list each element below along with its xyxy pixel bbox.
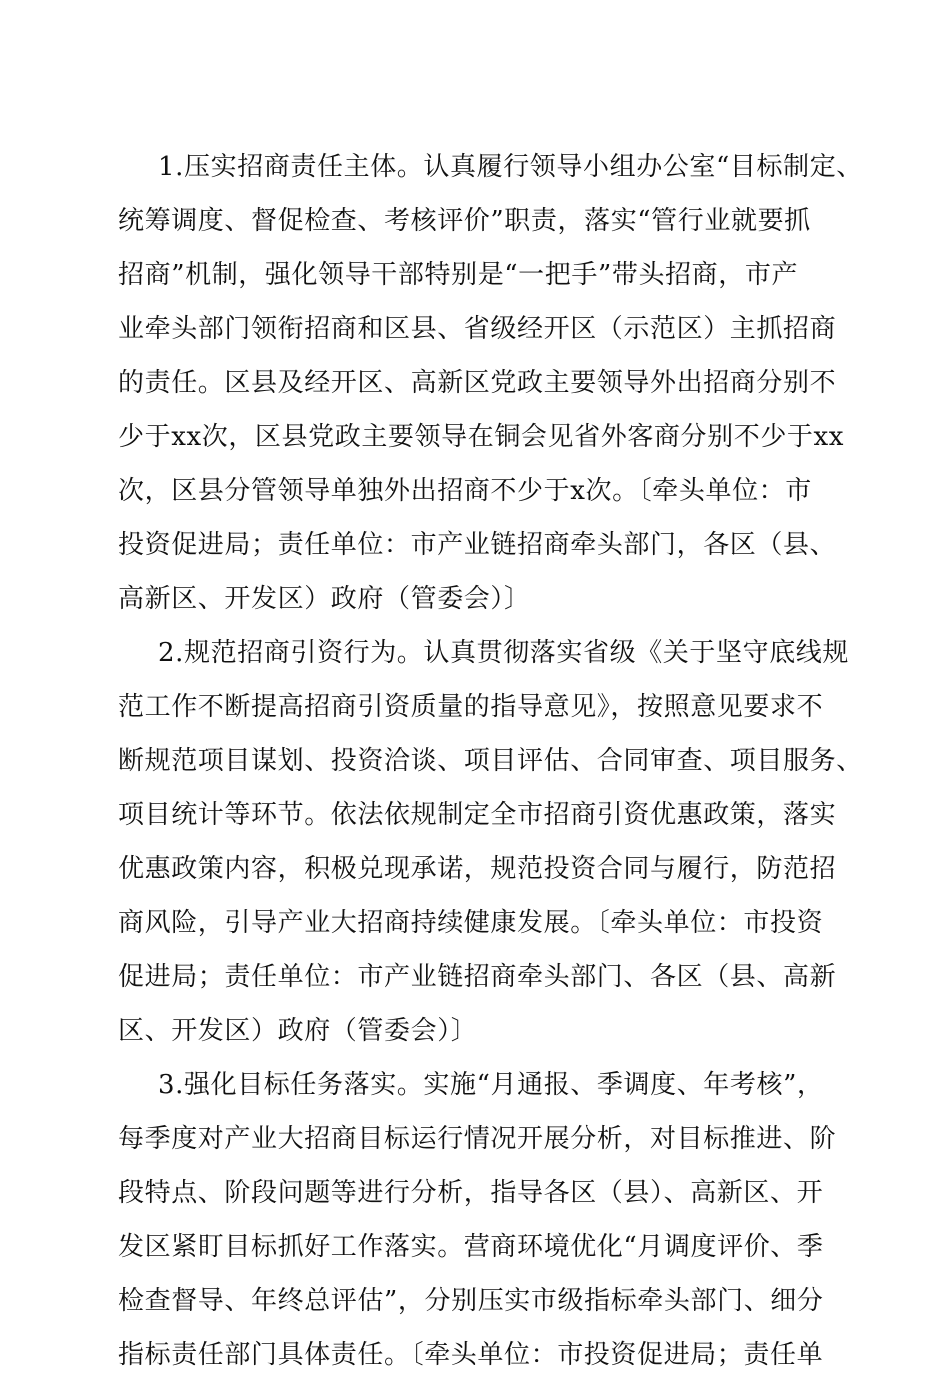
paragraph-line: 发区紧盯目标抓好工作落实。营商环境优化“月调度评价、季 xyxy=(118,1232,824,1262)
paragraph-line: 投资促进局；责任单位：市产业链招商牵头部门，各区（县、 xyxy=(118,530,837,560)
paragraph-3 xyxy=(118,1058,838,1382)
paragraph-line: 商风险，引导产业大招商持续健康发展。〔牵头单位：市投资 xyxy=(118,908,824,938)
paragraph-line: 高新区、开发区）政府（管委会）〕 xyxy=(118,584,531,614)
paragraph-line: 段特点、阶段问题等进行分析，指导各区（县）、高新区、开 xyxy=(118,1178,824,1208)
paragraph-line: 断规范项目谋划、投资洽谈、项目评估、合同审查、项目服务、 xyxy=(118,746,863,776)
paragraph-line: 2.规范招商引资行为。认真贯彻落实省级《关于坚守底线规 xyxy=(158,638,850,668)
paragraph-line: 业牵头部门领衔招商和区县、省级经开区（示范区）主抓招商 xyxy=(118,314,837,344)
paragraph-line: 检查督导、年终总评估”，分别压实市级指标牵头部门、细分 xyxy=(118,1286,824,1316)
paragraph-line: 次，区县分管领导单独外出招商不少于x次。〔牵头单位：市 xyxy=(118,476,812,506)
paragraph-line: 1.压实招商责任主体。认真履行领导小组办公室“目标制定、 xyxy=(158,152,863,182)
paragraph-line: 统筹调度、督促检查、考核评价”职责，落实“管行业就要抓 xyxy=(118,206,811,236)
paragraph-1 xyxy=(118,140,863,626)
document-body xyxy=(118,140,863,1382)
paragraph-line: 项目统计等环节。依法依规制定全市招商引资优惠政策，落实 xyxy=(118,800,837,830)
paragraph-line: 范工作不断提高招商引资质量的指导意见》，按照意见要求不 xyxy=(118,692,824,722)
paragraph-line: 每季度对产业大招商目标运行情况开展分析，对目标推进、阶 xyxy=(118,1124,837,1154)
paragraph-line: 招商”机制，强化领导干部特别是“一把手”带头招商，市产 xyxy=(118,260,799,290)
paragraph-line: 区、开发区）政府（管委会）〕 xyxy=(118,1016,478,1046)
paragraph-line: 的责任。区县及经开区、高新区党政主要领导外出招商分别不 xyxy=(118,368,837,398)
paragraph-line: 3.强化目标任务落实。实施“月通报、季调度、年考核”， xyxy=(158,1070,824,1100)
paragraph-line: 促进局；责任单位：市产业链招商牵头部门、各区（县、高新 xyxy=(118,962,837,992)
paragraph-line: 优惠政策内容，积极兑现承诺，规范投资合同与履行，防范招 xyxy=(118,854,837,884)
paragraph-line: 少于xx次，区县党政主要领导在铜会见省外客商分别不少于xx xyxy=(118,422,845,452)
paragraph-line: 指标责任部门具体责任。〔牵头单位：市投资促进局；责任单 xyxy=(118,1340,824,1370)
paragraph-2 xyxy=(118,626,863,1058)
